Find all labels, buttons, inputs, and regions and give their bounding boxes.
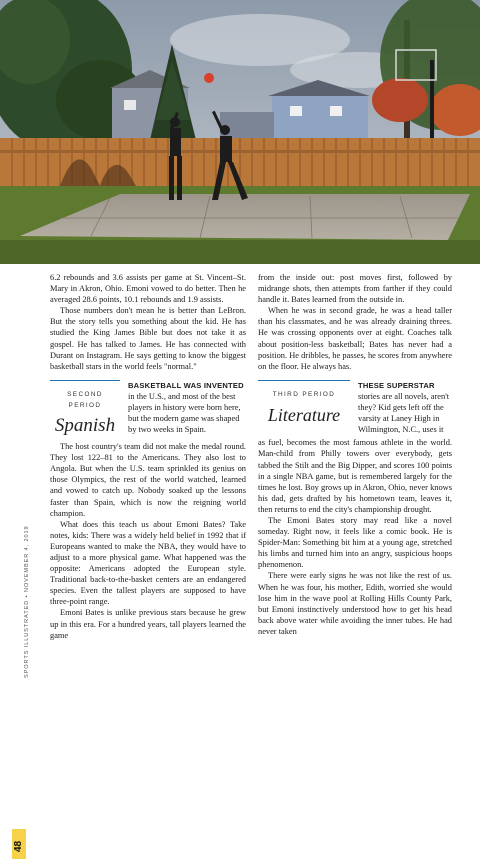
paragraph: There were early signs he was not like the rest of us. When he was four, his mother, Edith, worried she would lose him in the wave pool at Rolling Hills County Park, but Emoni instinctively understood how to get his head back above water while avoiding the inner tubes. He had never taken — [258, 571, 452, 636]
intro-text: in the U.S., and most of the best players in history were born here, but the modern game was shaped by two weeks in Spain. — [128, 391, 241, 435]
paragraph: as fuel, becomes the most famous athlete in the world. Man-child from Philly towers over everybody, gets tabbed the Stilt and the Big Dipper, and scores 100 points in a single NBA game, but is remembered largely for the times he lost. Boy grows up in Akron, Ohio, never knows his dad, gets drafted by his hometown team, leaves it, then returns to end the city's championship drought. — [258, 438, 452, 514]
article-column-left — [50, 272, 246, 641]
side-folio — [0, 264, 36, 852]
paragraph: Those numbers don't mean he is better than LeBron. But the story tells you something about the kid. He has studied the King James Bible but does not take it as gospel. He has talked to James. He has connected with Durant on Instagram. He says getting to know the biggest basketball stars in the world feels "normal." — [50, 306, 246, 371]
paragraph: The Emoni Bates story may read like a novel someday. Right now, it feels like a comic book. He is Spider-Man: Something bit him at a young age, stretched his limbs and turned him into an angry, suspicious hoops phenomenon. — [258, 515, 452, 570]
intro-text: stories are all novels, aren't they? Kid gets left off the varsity at Laney High in Wilmington, N.C., uses it — [358, 391, 450, 435]
subject-label: Spanish — [54, 415, 116, 437]
hero-photo — [0, 0, 480, 264]
section-intro — [358, 380, 452, 435]
article-column-right — [258, 272, 452, 637]
section-literature — [258, 380, 452, 435]
lead-in: THESE SUPERSTAR — [358, 380, 435, 390]
section-label — [258, 380, 350, 435]
paragraph: When he was in second grade, he was a head taller than his classmates, and he was already draining threes. He was crossing opponents over at eight. Coaches talk about position-less basketball; Bates has never had a position. He dribbles, he passes, he scores from anywhere on the floor. He always has. — [258, 306, 452, 371]
section-spanish — [50, 380, 246, 437]
section-intro — [128, 380, 246, 437]
paragraph: What does this teach us about Emoni Bates? Take notes, kids: There was a widely held belief in 1992 that if Europeans wanted to make the NBA, they would have to adjust to a more physical game. What happened was the opposite: Americans adopted the European style. Traditional back-to-the-basket centers are an endangered species. Even the tallest players are supposed to have three-point range. — [50, 519, 246, 607]
backyard-basketball-photo — [0, 0, 480, 264]
paragraph: Emoni Bates is unlike previous stars because he grew up in this era. For a hundred years, tall players learned the game — [50, 608, 246, 640]
section-label — [50, 380, 120, 437]
page-number: 48 — [13, 840, 24, 852]
lead-in: BASKETBALL WAS INVENTED — [128, 380, 244, 390]
paragraph: The host country's team did not make the medal round. They lost 122–81 to the Americans. They also lost to Angola. But when the U.S. team sprinkled its genius on those Olympics, the rest of the world watched, learned and vowed to catch up. Nobody soaked up the lessons faster than Spain, which is now the reigning world champion. — [50, 442, 246, 518]
paragraph: 6.2 rebounds and 3.6 assists per game at St. Vincent–St. Mary in Akron, Ohio. Emoni vowed to do better. Then he averaged 28.6 points, 10.1 rebounds and 1.9 assists. — [50, 273, 246, 305]
period-label: SECOND PERIOD — [67, 390, 103, 409]
running-head: SPORTS ILLUSTRATED • NOVEMBER 4, 2019 — [24, 525, 30, 678]
period-label: THIRD PERIOD — [272, 390, 336, 398]
paragraph: from the inside out: post moves first, followed by midrange shots, then attempts from farther if they could handle it. Bates learned from the outside in. — [258, 273, 452, 305]
subject-label: Literature — [267, 404, 341, 425]
